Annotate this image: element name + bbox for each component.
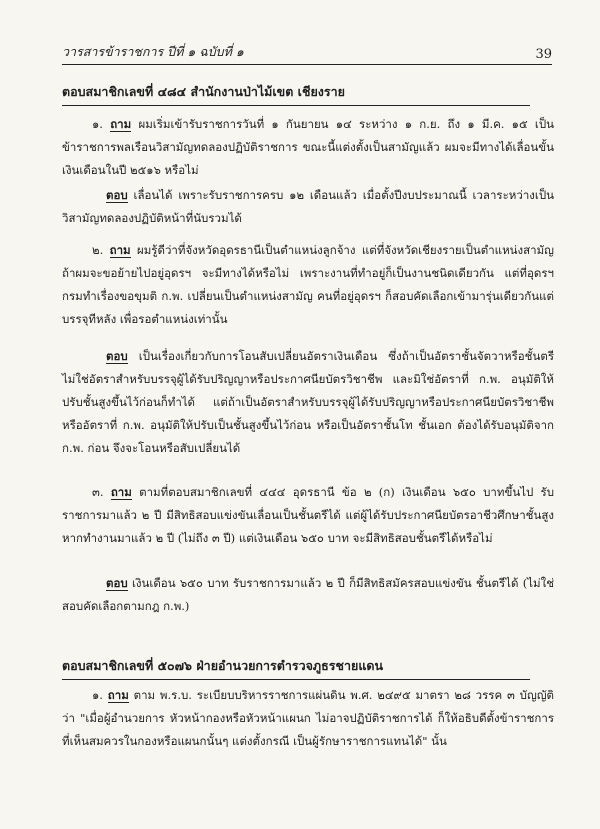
journal-title: วารสารข้าราชการ ปีที่ ๑ ฉบับที่ ๑ [62,44,244,59]
question-number: ๓. [92,485,104,499]
answer-paragraph [62,345,554,460]
question-label: ถาม [107,688,129,702]
question-label: ถาม [110,485,132,499]
question-number: ๑. [92,688,103,702]
question-label: ถาม [109,243,131,257]
answer-text: เงินเดือน ๖๕๐ บาท รับราชการมาแล้ว ๒ ปี ก็มีสิทธิสมัครสอบแข่งขัน ชั้นตรีได้ (ไม่ใช่สอบคัดเลือกตามกฎ ก.พ.) [62,576,554,613]
question-paragraph [62,239,554,331]
question-paragraph [62,684,554,753]
answer-label: ตอบ [106,576,128,590]
question-text: ผมเริ่มเข้ารับราชการวันที่ ๑ กันยายน ๑๔ ระหว่าง ๑ ก.ย. ถึง ๑ มี.ค. ๑๕ เป็นข้าราชการพลเรือนวิสามัญทดลองปฏิบัติราชการ ขณะนี้แต่งตั้งเป็นสามัญแล้ว ผมจะมีทางได้เลื่อนขั้นเงินเดือนในปี ๒๕๑๖ หรือไม่ [62,117,555,177]
question-paragraph [62,481,554,550]
question-number: ๒. [92,243,104,257]
question-label: ถาม [110,117,132,131]
answer-paragraph [62,572,554,618]
answer-label: ตอบ [106,349,128,363]
question-text: ผมรู้ดีว่าที่จังหวัดอุดรธานีเป็นตำแหน่งลูกจ้าง แต่ที่จังหวัดเชียงรายเป็นตำแหน่งสามัญ ถ้าผมจะขอย้ายไปอยู่อุดรฯ จะมีทางได้หรือไม่ เพราะงานที่ทำอยู่ก็เป็นงานชนิดเดียวกัน แต่ที่อุดรฯ กรมทำเรื่องขอขุมติ ก.พ. เปลี่ยนเป็นตำแหน่งสามัญ คนที่อยู่อุดรฯ ก็สอบคัดเลือกเข้ามารุ่นเดียวกันแต่บรรจุทีหลัง เพื่อรอตำแหน่งเท่านั้น [62,243,554,326]
answer-label: ตอบ [106,188,128,202]
question-paragraph [62,113,554,182]
question-text: ตาม พ.ร.บ. ระเบียบบริหารราชการแผ่นดิน พ.ศ. ๒๔๙๕ มาตรา ๒๘ วรรค ๓ บัญญัติว่า "เมื่อผู้อำนวยการ หัวหน้ากองหรือหัวหน้าแผนก ไม่อาจปฏิบัติราชการได้ ก็ให้อธิบดีตั้งข้าราชการที่เห็นสมควรในกองหรือแผนกนั้นๆ แต่งตั้งกรณี เป็นผู้รักษาราชการแทนได้" นั้น [62,688,555,748]
question-number: ๑. [92,117,103,131]
answer-text: เลื่อนได้ เพราะรับราชการครบ ๑๒ เดือนแล้ว เมื่อตั้งปีงบประมาณนี้ เวลาระหว่างเป็นวิสามัญทดลองปฏิบัติหน้าที่นับรวมได้ [62,188,554,225]
answer-paragraph [62,184,554,230]
page-header [62,40,552,65]
answer-text: เป็นเรื่องเกี่ยวกับการโอนสับเปลี่ยนอัตราเงินเดือน ซึ่งถ้าเป็นอัตราชั้นจัตวาหรือชั้นตรีไม่ใช่อัตราสำหรับบรรจุผู้ได้รับปริญญาหรือประกาศนียบัตรวิชาชีพ และมิใช่อัตราที่ ก.พ. อนุมัติให้ปรับชั้นสูงขึ้นไว้ก่อนก็ทำได้ แต่ถ้าเป็นอัตราสำหรับบรรจุผู้ได้รับปริญญาหรือประกาศนียบัตรวิชาชีพ หรืออัตราที่ ก.พ. อนุมัติให้ปรับเป็นชั้นสูงขึ้นไว้ก่อน หรือเป็นอัตราชั้นโท ชั้นเอก ต้องได้รับอนุมัติจาก ก.พ. ก่อน จึงจะโอนหรือสับเปลี่ยนได้ [62,349,554,455]
question-text: ตามที่ตอบสมาชิกเลขที่ ๔๔๔ อุดรธานี ข้อ ๒ (ก) เงินเดือน ๖๕๐ บาทขึ้นไป รับราชการมาแล้ว ๒ ปี มีสิทธิสอบแข่งขันเลื่อนเป็นชั้นตรีได้ แต่ผู้ได้รับประกาศนียบัตรอาชีวศึกษาชั้นสูง หากทำงานมาแล้ว ๒ ปี (ไม่ถึง ๓ ปี) แต่เงินเดือน ๖๕๐ บาท จะมีสิทธิสอบชั้นตรีได้หรือไม่ [62,485,555,545]
section-title: ตอบสมาชิกเลขที่ ๕๐๗๖ ฝ่ายอำนวยการตำรวจภูธรชายแดน [62,656,530,680]
page-number: 39 [535,47,552,62]
section-title: ตอบสมาชิกเลขที่ ๔๘๔ สำนักงานป่าไม้เขต เชียงราย [62,82,530,106]
